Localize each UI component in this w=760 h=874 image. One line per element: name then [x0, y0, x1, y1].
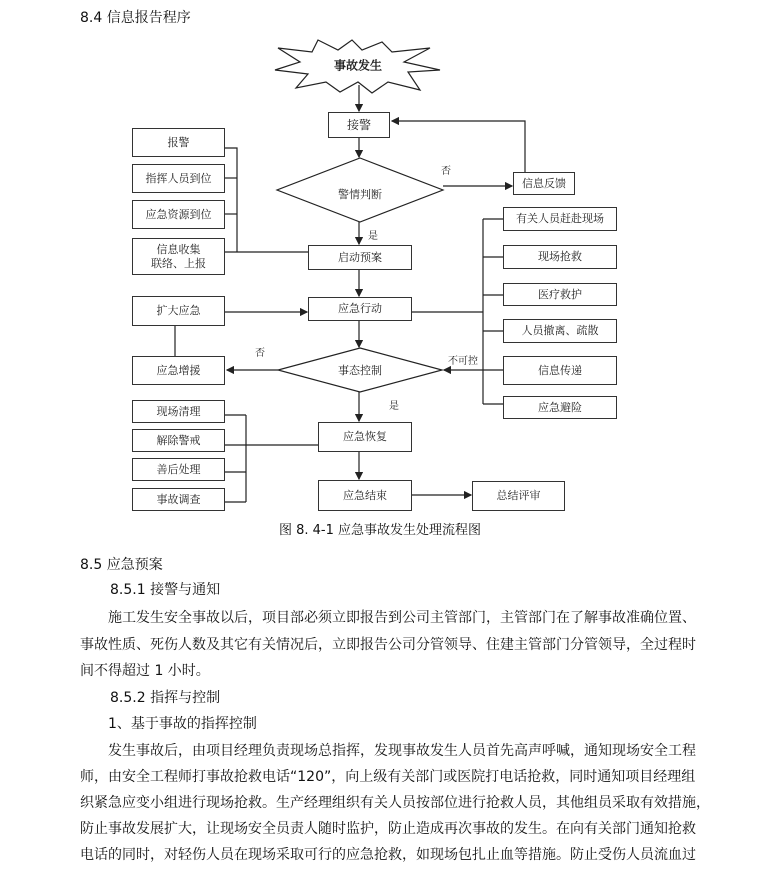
left-bottom-box-1: 现场清理 [132, 400, 225, 423]
section-heading-8-5-1: 8.5.1 接警与通知 [110, 582, 221, 598]
right-box-2: 现场抢救 [503, 245, 617, 269]
uncontrollable-label: 不可控 [448, 356, 478, 367]
recovery-box: 应急恢复 [318, 422, 412, 452]
right-box-3: 医疗救护 [503, 283, 617, 306]
reinforcement-box: 应急增援 [132, 356, 225, 385]
right-box-4: 人员撤离、疏散 [503, 319, 617, 343]
para1-line3: 间不得超过 1 小时。 [80, 663, 210, 679]
emergency-action-box: 应急行动 [308, 297, 412, 321]
right-box-6: 应急避险 [503, 396, 617, 419]
start-plan-box: 启动预案 [308, 245, 412, 270]
section-heading-8-4: 8.4 信息报告程序 [80, 10, 191, 26]
no-label-2: 否 [255, 348, 265, 359]
left-box-commander: 指挥人员到位 [132, 164, 225, 193]
para2-line4: 防止事故发展扩大，让现场安全员责人随时监护，防止造成再次事故的发生。在向有关部门通知抢救 [80, 821, 696, 837]
info-feedback-box: 信息反馈 [513, 172, 575, 195]
situation-control-diamond: 事态控制 [338, 364, 382, 377]
section-heading-8-5-2: 8.5.2 指挥与控制 [110, 690, 221, 706]
left-box-resources: 应急资源到位 [132, 200, 225, 229]
left-bottom-box-4: 事故调查 [132, 488, 225, 511]
review-box: 总结评审 [472, 481, 565, 511]
item-1-heading: 1、基于事故的指挥控制 [108, 716, 257, 732]
left-bottom-box-2: 解除警戒 [132, 429, 225, 452]
figure-caption: 图 8. 4-1 应急事故发生处理流程图 [278, 523, 482, 538]
alarm-judgement-diamond: 警情判断 [338, 188, 382, 201]
para2-line3: 织紧急应变小组进行现场抢救。生产经理组织有关人员按部位进行抢救人员，其他组员采取有效措施， [80, 795, 710, 811]
no-label: 否 [441, 166, 451, 177]
para1-line1: 施工发生安全事故以后，项目部必须立即报告到公司主管部门，主管部门在了解事故准确位置、 [108, 610, 696, 626]
info-collect-line1: 信息收集 [156, 242, 201, 256]
para2-line2: 师，由安全工程师打事故抢救电话“120”，向上级有关部门或医院打电话抢救，同时通知项目经理组 [80, 769, 696, 785]
accident-occurs-node: 事故发生 [333, 58, 383, 73]
para1-line2: 事故性质、死伤人数及其它有关情况后，立即报告公司分管领导、住建主管部门分管领导，全过程时 [80, 637, 696, 653]
right-box-5: 信息传递 [503, 356, 617, 385]
end-box: 应急结束 [318, 480, 412, 511]
expand-emergency-box: 扩大应急 [132, 296, 225, 326]
para2-line5: 电话的同时，对轻伤人员在现场采取可行的应急抢救，如现场包扎止血等措施。防止受伤人员流血过 [80, 847, 696, 863]
left-bottom-box-3: 善后处理 [132, 458, 225, 481]
para2-line1: 发生事故后，由项目经理负责现场总指挥，发现事故发生人员首先高声呼喊，通知现场安全工程 [108, 743, 696, 759]
yes-label-2: 是 [389, 401, 399, 412]
section-heading-8-5: 8.5 应急预案 [80, 557, 163, 573]
info-collect-line2: 联络、上报 [151, 256, 206, 270]
receive-alarm-box: 接警 [328, 112, 390, 138]
left-box-info-collect [132, 238, 225, 275]
yes-label: 是 [368, 231, 378, 242]
right-box-1: 有关人员赶赴现场 [503, 207, 617, 231]
left-box-alarm: 报警 [132, 128, 225, 157]
